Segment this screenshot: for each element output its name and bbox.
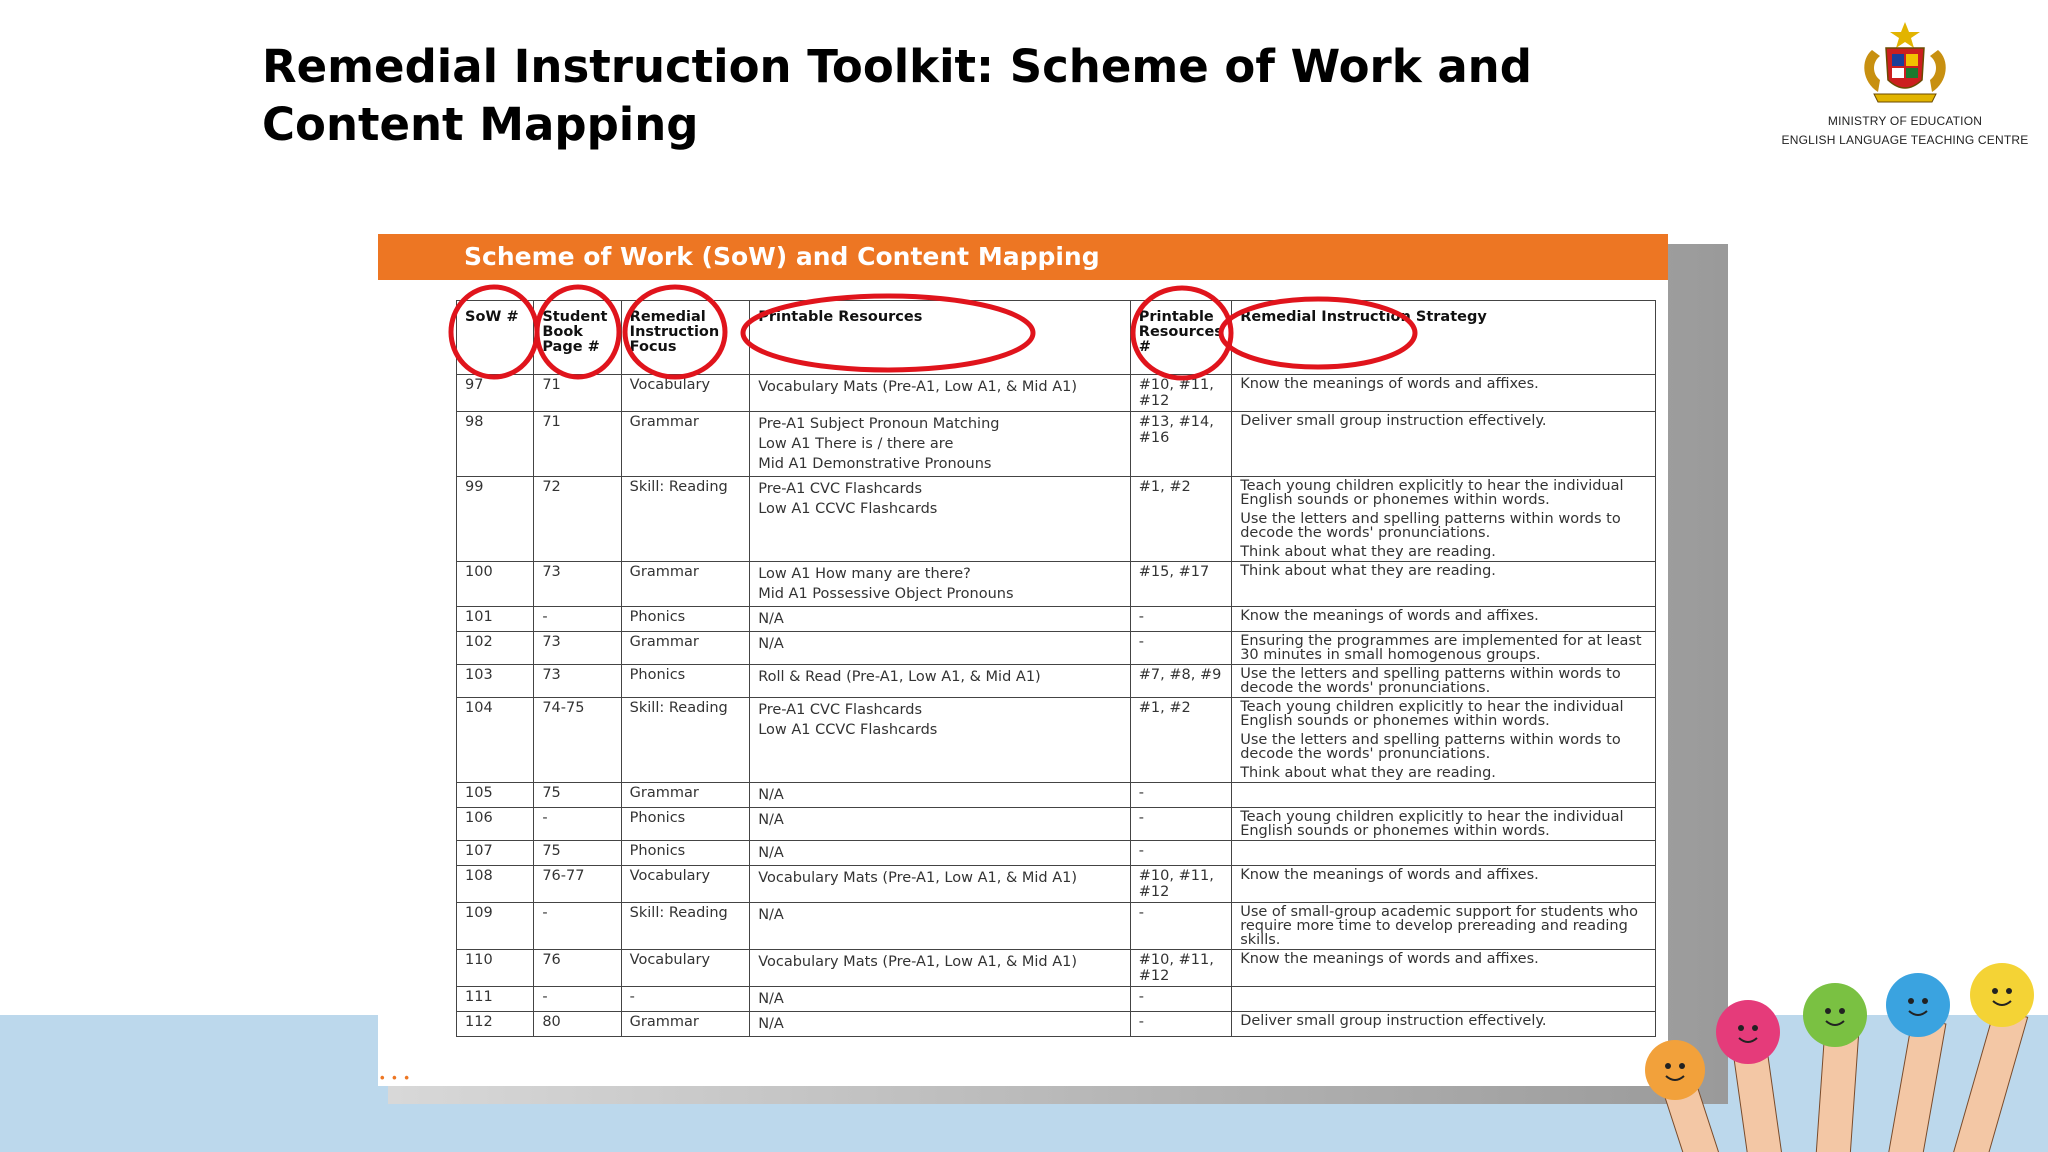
cell-focus: Vocabulary — [621, 950, 750, 987]
cell-page: 76-77 — [534, 866, 621, 903]
resource-line: Pre-A1 CVC Flashcards — [758, 481, 923, 497]
strategy-line: Teach young children explicitly to hear the individual English sounds or phonemes within words. — [1240, 699, 1624, 729]
strategy-line: Know the meanings of words and affixes. — [1240, 608, 1539, 624]
resource-line: Mid A1 Demonstrative Pronouns — [758, 456, 992, 472]
resource-line: N/A — [758, 1016, 784, 1032]
cell-page: 73 — [534, 632, 621, 665]
resource-line: Mid A1 Possessive Object Pronouns — [758, 586, 1014, 602]
document-page — [378, 234, 1668, 1086]
cell-page: 75 — [534, 841, 621, 866]
cell-resources — [750, 607, 1131, 632]
strategy-line: Know the meanings of words and affixes. — [1240, 867, 1539, 883]
cell-sow: 108 — [457, 866, 534, 903]
cell-focus: Phonics — [621, 841, 750, 866]
table-row — [457, 412, 1656, 477]
cell-focus: Grammar — [621, 412, 750, 477]
table-row — [457, 783, 1656, 808]
cell-strategy — [1232, 903, 1656, 950]
table-row — [457, 808, 1656, 841]
strategy-line: Know the meanings of words and affixes. — [1240, 376, 1539, 392]
table-header-row — [457, 301, 1656, 375]
cell-sow: 112 — [457, 1012, 534, 1037]
resource-line: Vocabulary Mats (Pre-A1, Low A1, & Mid A1) — [758, 954, 1078, 970]
cell-resources — [750, 632, 1131, 665]
table-row — [457, 665, 1656, 698]
page-dots: • • • — [380, 1070, 411, 1085]
cell-page: 74-75 — [534, 698, 621, 783]
cell-sow: 109 — [457, 903, 534, 950]
cell-focus: Skill: Reading — [621, 903, 750, 950]
cell-resource-number: - — [1130, 841, 1231, 866]
cell-focus: Vocabulary — [621, 375, 750, 412]
resource-line: Roll & Read (Pre-A1, Low A1, & Mid A1) — [758, 669, 1041, 685]
cell-page: - — [534, 903, 621, 950]
cell-sow: 111 — [457, 987, 534, 1012]
cell-strategy — [1232, 698, 1656, 783]
strategy-line: Deliver small group instruction effectively. — [1240, 1013, 1547, 1029]
table-row — [457, 698, 1656, 783]
cell-resources — [750, 783, 1131, 808]
strategy-line: Ensuring the programmes are implemented for at least 30 minutes in small homogenous groups. — [1240, 633, 1642, 663]
strategy-line: Think about what they are reading. — [1240, 544, 1496, 560]
cell-sow: 103 — [457, 665, 534, 698]
cell-resources — [750, 950, 1131, 987]
document-header: Scheme of Work (SoW) and Content Mapping — [378, 234, 1668, 280]
col-header-resource-number: Printable Resources # — [1130, 301, 1231, 375]
cell-resource-number: - — [1130, 903, 1231, 950]
cell-focus: Grammar — [621, 632, 750, 665]
cell-resource-number: #15, #17 — [1130, 562, 1231, 607]
table-row — [457, 987, 1656, 1012]
logo-line-2: ENGLISH LANGUAGE TEACHING CENTRE — [1781, 133, 2029, 147]
sow-table — [456, 300, 1656, 1037]
cell-page: 75 — [534, 783, 621, 808]
cell-resources — [750, 866, 1131, 903]
cell-strategy — [1232, 1012, 1656, 1037]
cell-strategy — [1232, 808, 1656, 841]
resource-line: N/A — [758, 907, 784, 923]
cell-page: - — [534, 607, 621, 632]
cell-resource-number: #13, #14, #16 — [1130, 412, 1231, 477]
cell-strategy — [1232, 412, 1656, 477]
cell-resource-number: - — [1130, 632, 1231, 665]
table-row — [457, 607, 1656, 632]
table-row — [457, 632, 1656, 665]
cell-page: 80 — [534, 1012, 621, 1037]
resource-line: N/A — [758, 787, 784, 803]
cell-strategy — [1232, 866, 1656, 903]
table-row — [457, 1012, 1656, 1037]
table-row — [457, 950, 1656, 987]
resource-line: N/A — [758, 636, 784, 652]
logo-line-1: MINISTRY OF EDUCATION — [1827, 114, 1983, 128]
cell-page: 73 — [534, 562, 621, 607]
table-row — [457, 841, 1656, 866]
table-row — [457, 866, 1656, 903]
cell-page: - — [534, 808, 621, 841]
strategy-line: Think about what they are reading. — [1240, 765, 1496, 781]
cell-focus: Grammar — [621, 562, 750, 607]
cell-resources — [750, 375, 1131, 412]
strategy-line: Use the letters and spelling patterns within words to decode the words' pronunciations. — [1240, 511, 1621, 541]
col-header-focus: Remedial Instruction Focus — [621, 301, 750, 375]
cell-page: 71 — [534, 375, 621, 412]
resource-line: Low A1 CCVC Flashcards — [758, 722, 938, 738]
strategy-line: Know the meanings of words and affixes. — [1240, 951, 1539, 967]
resource-line: Pre-A1 CVC Flashcards — [758, 702, 923, 718]
resource-line: Low A1 How many are there? — [758, 566, 971, 582]
cell-focus: Skill: Reading — [621, 477, 750, 562]
cell-strategy — [1232, 665, 1656, 698]
cell-strategy — [1232, 783, 1656, 808]
col-header-sow: SoW # — [457, 301, 534, 375]
strategy-line: Think about what they are reading. — [1240, 563, 1496, 579]
cell-focus: Grammar — [621, 1012, 750, 1037]
cell-page: 73 — [534, 665, 621, 698]
col-header-page: Student Book Page # — [534, 301, 621, 375]
cell-resource-number: #1, #2 — [1130, 477, 1231, 562]
cell-sow: 110 — [457, 950, 534, 987]
painted-hands-image — [1630, 950, 2048, 1152]
col-header-strategy: Remedial Instruction Strategy — [1232, 301, 1656, 375]
cell-resources — [750, 841, 1131, 866]
strategy-line: Use the letters and spelling patterns within words to decode the words' pronunciations. — [1240, 732, 1621, 762]
table-row — [457, 477, 1656, 562]
cell-focus: Vocabulary — [621, 866, 750, 903]
cell-sow: 105 — [457, 783, 534, 808]
cell-sow: 107 — [457, 841, 534, 866]
cell-sow: 98 — [457, 412, 534, 477]
cell-focus: Skill: Reading — [621, 698, 750, 783]
strategy-line: Use of small-group academic support for students who require more time to develop prereading and reading skills. — [1240, 904, 1639, 948]
col-header-resources: Printable Resources — [750, 301, 1131, 375]
cell-sow: 97 — [457, 375, 534, 412]
cell-resources — [750, 477, 1131, 562]
cell-resource-number: - — [1130, 783, 1231, 808]
cell-resources — [750, 665, 1131, 698]
slide-title: Remedial Instruction Toolkit: Scheme of Work and Content Mapping — [262, 40, 1532, 151]
cell-resource-number: #10, #11, #12 — [1130, 950, 1231, 987]
cell-focus: Phonics — [621, 607, 750, 632]
table-row — [457, 375, 1656, 412]
resource-line: Vocabulary Mats (Pre-A1, Low A1, & Mid A1) — [758, 379, 1078, 395]
cell-page: 72 — [534, 477, 621, 562]
cell-strategy — [1232, 477, 1656, 562]
cell-strategy — [1232, 987, 1656, 1012]
cell-strategy — [1232, 375, 1656, 412]
coat-of-arms-icon — [1850, 20, 1960, 110]
strategy-line: Teach young children explicitly to hear the individual English sounds or phonemes within words. — [1240, 478, 1624, 508]
cell-resource-number: #10, #11, #12 — [1130, 866, 1231, 903]
strategy-line: Teach young children explicitly to hear the individual English sounds or phonemes within words. — [1240, 809, 1624, 839]
table-row — [457, 903, 1656, 950]
cell-resource-number: - — [1130, 607, 1231, 632]
resource-line: N/A — [758, 845, 784, 861]
cell-focus: - — [621, 987, 750, 1012]
resource-line: N/A — [758, 611, 784, 627]
resource-line: N/A — [758, 812, 784, 828]
cell-focus: Phonics — [621, 665, 750, 698]
cell-resource-number: - — [1130, 1012, 1231, 1037]
ministry-logo — [1780, 20, 2030, 155]
cell-page: 76 — [534, 950, 621, 987]
cell-resources — [750, 808, 1131, 841]
cell-resource-number: - — [1130, 808, 1231, 841]
cell-resources — [750, 1012, 1131, 1037]
cell-page: - — [534, 987, 621, 1012]
cell-sow: 104 — [457, 698, 534, 783]
cell-resources — [750, 903, 1131, 950]
cell-resource-number: #10, #11, #12 — [1130, 375, 1231, 412]
cell-strategy — [1232, 607, 1656, 632]
cell-resource-number: #7, #8, #9 — [1130, 665, 1231, 698]
cell-sow: 99 — [457, 477, 534, 562]
cell-resources — [750, 987, 1131, 1012]
resource-line: N/A — [758, 991, 784, 1007]
cell-page: 71 — [534, 412, 621, 477]
cell-resources — [750, 698, 1131, 783]
resource-line: Pre-A1 Subject Pronoun Matching — [758, 416, 1000, 432]
cell-strategy — [1232, 950, 1656, 987]
strategy-line: Deliver small group instruction effectively. — [1240, 413, 1547, 429]
cell-strategy — [1232, 632, 1656, 665]
resource-line: Low A1 There is / there are — [758, 436, 954, 452]
cell-sow: 101 — [457, 607, 534, 632]
cell-sow: 100 — [457, 562, 534, 607]
cell-focus: Phonics — [621, 808, 750, 841]
table-row — [457, 562, 1656, 607]
table-body — [457, 375, 1656, 1037]
cell-resources — [750, 562, 1131, 607]
cell-resource-number: #1, #2 — [1130, 698, 1231, 783]
resource-line: Vocabulary Mats (Pre-A1, Low A1, & Mid A1) — [758, 870, 1078, 886]
strategy-line: Use the letters and spelling patterns within words to decode the words' pronunciations. — [1240, 666, 1621, 696]
cell-sow: 106 — [457, 808, 534, 841]
resource-line: Low A1 CCVC Flashcards — [758, 501, 938, 517]
cell-resource-number: - — [1130, 987, 1231, 1012]
cell-strategy — [1232, 562, 1656, 607]
cell-sow: 102 — [457, 632, 534, 665]
cell-resources — [750, 412, 1131, 477]
cell-focus: Grammar — [621, 783, 750, 808]
cell-strategy — [1232, 841, 1656, 866]
